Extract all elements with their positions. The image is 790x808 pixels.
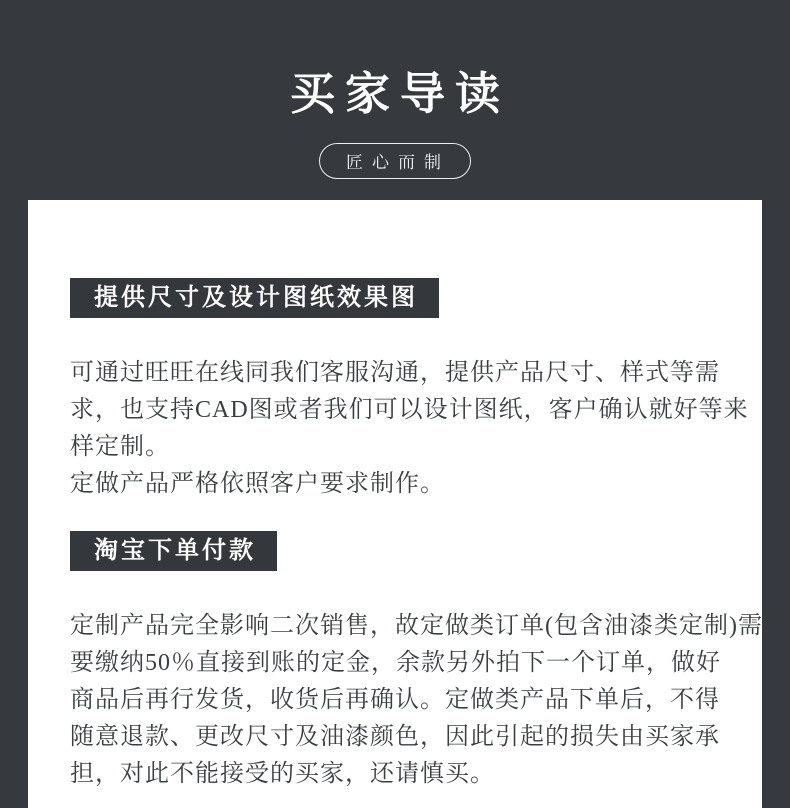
motto-badge: 匠心而制: [319, 143, 471, 179]
paragraph-taobao-payment: [70, 608, 763, 793]
page-title: 买家导读: [289, 69, 510, 119]
paragraph-line: 可通过旺旺在线同我们客服沟通，提供产品尺寸、样式等需: [70, 360, 720, 386]
content-panel: [28, 200, 762, 808]
section-heading-design-drawings: 提供尺寸及设计图纸效果图: [70, 278, 439, 318]
paragraph-design-drawings: [70, 355, 749, 503]
paragraph-line: 定制产品完全影响二次销售，故定做类订单(包含油漆类定制)需: [70, 613, 763, 639]
paragraph-line: 要缴纳50％直接到账的定金，余款另外拍下一个订单，做好: [70, 650, 721, 676]
section-heading-taobao-payment: 淘宝下单付款: [70, 531, 277, 571]
paragraph-line: 商品后再行发货，收货后再确认。定做类产品下单后，不得: [70, 687, 720, 713]
paragraph-line: 随意退款、更改尺寸及油漆颜色，因此引起的损失由买家承: [70, 724, 720, 750]
paragraph-line: 求，也支持CAD图或者我们可以设计图纸，客户确认就好等来: [70, 397, 749, 423]
paragraph-line: 定做产品严格依照客户要求制作。: [70, 471, 445, 497]
paragraph-line: 担，对此不能接受的买家，还请慎买。: [70, 761, 495, 787]
paragraph-line: 样定制。: [70, 434, 170, 460]
page-header: [0, 0, 790, 200]
